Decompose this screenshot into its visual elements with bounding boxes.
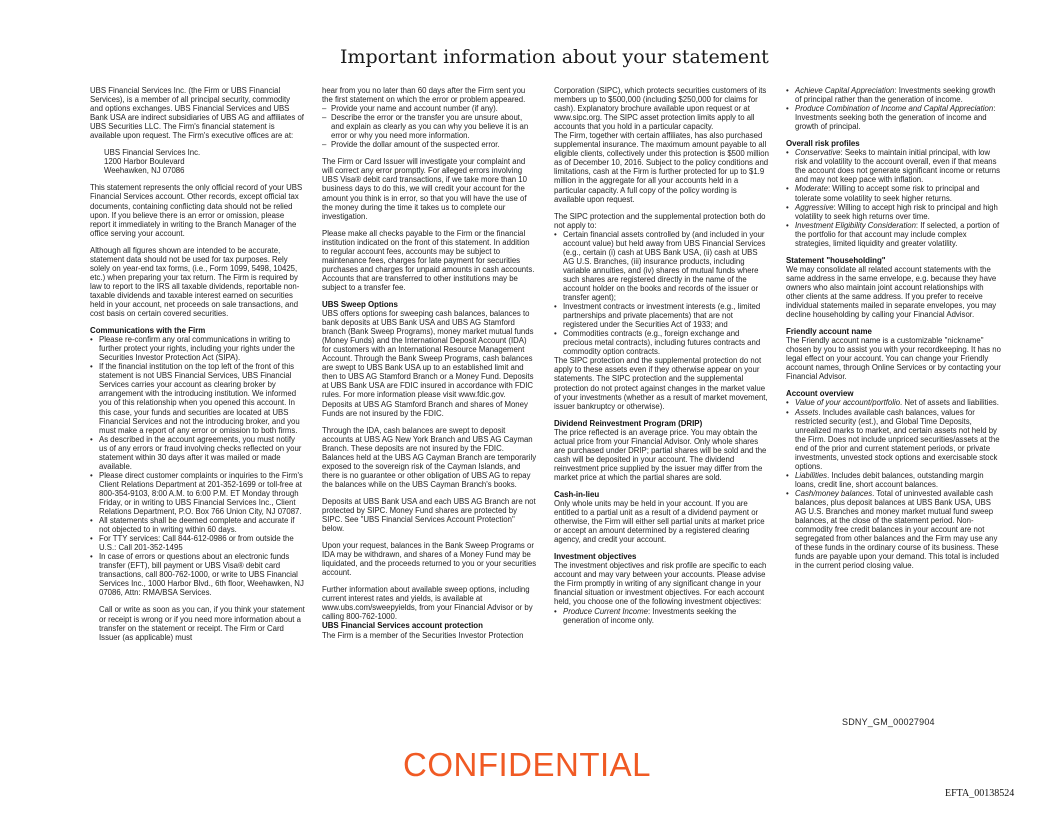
confidential-stamp: CONFIDENTIAL: [402, 746, 652, 783]
item-term: Liabilities: [795, 470, 828, 480]
list-item: [786, 104, 1001, 131]
sweep-paragraph: UBS offers options for sweeping cash balances, balances to bank deposits at UBS Bank USA and UBS AG Stamford branch (Bank Sweep Programs), money market mutual funds (Money Funds) and the International Deposit Account (IDA) for customers with an International Resource Management Account. Through the Bank Sweep Programs, cash balances are swept to UBS Bank USA up to an established limit and then to UBS AG Stamford Branch or a Money Fund. Deposits at UBS Bank USA are FDIC insured in accordance with FDIC rules. For more information please visit www.fdic.gov. Deposits at UBS AG Stamford Branch and shares of Money Funds are not insured by the FDIC.: [322, 309, 534, 418]
item-text: If the financial institution on the top left of the front of this statement is not UBS Financial Services, UBS Financial Services carries your account as clearing broker by arrangement with the introducing institution. We informed you of this relationship when you opened this account. In this case, your funds and securities are located at UBS Financial Services and not the introducing broker, and you must make a report of any error or omission to both firms.: [99, 362, 300, 435]
list-item: [786, 489, 1001, 570]
column-2: [322, 86, 537, 721]
list-item: • In case of errors or questions about an electronic funds transfer (EFT), bill payment or UBS Visa® debit card transactions, call 800-762-1000, or write to UBS Financial Services Inc., 1000 Harbor Blvd., 6th floor, Weehawken, NJ 07086, Attn: RMA/BSA Services.: [90, 552, 305, 597]
column-1: [90, 86, 305, 721]
list-item: • All statements shall be deemed complete and accurate if not objected to in writing within 60 days.: [90, 516, 305, 534]
item-term: Produce Combination of Income and Capital Appreciation: [795, 104, 994, 114]
item-term: Value of your account/portfolio: [795, 398, 901, 408]
list-item: [786, 184, 1001, 202]
address-line: UBS Financial Services Inc.: [104, 148, 201, 158]
friendly-name-paragraph: The Friendly account name is a customizable "nickname" chosen by you to assist you with your recordkeeping. It has no legal effect on your account. You can change your Friendly account names, through Online Services or by contacting your Financial Advisor.: [786, 336, 1001, 382]
item-term: Cash/money balances: [795, 488, 873, 498]
list-item: • For TTY services: Call 844-612-0986 or from outside the U.S.: Call 201-352-1495: [90, 534, 305, 552]
list-item: [786, 471, 1001, 489]
list-item: [786, 86, 1001, 104]
efta-number: EFTA_00138524: [945, 788, 1015, 799]
list-item: [786, 203, 1001, 221]
item-text: . Includes available cash balances, values for restricted security (est.), and Global Time Deposits, unrealized marks to market, and certain assets not held by the Firm. Does not include unpriced securities/assets at the end of the prior and current statement periods, or private investments, unvested stock options and exercisable stock options.: [795, 407, 1000, 471]
objectives-list: [554, 607, 769, 625]
section-heading-objectives: Investment objectives: [554, 552, 637, 562]
item-term: Investment Eligibility Consideration: [795, 220, 916, 230]
overview-list: [786, 398, 1001, 570]
section-heading-communications: Communications with the Firm: [90, 326, 206, 336]
intro-paragraph: UBS Financial Services Inc. (the Firm or UBS Financial Services), is a member of all principal security, commodity and options exchanges. UBS Financial Services and UBS Bank USA are indirect subsidiaries of UBS AG and affiliates of UBS Securities LLC. The Firm's financial statement is available upon request. The Firm's executive offices are at:: [90, 86, 304, 141]
item-text: : Willing to accept high risk to principal and high volatility to seek high returns over time.: [795, 202, 998, 221]
list-item: • Please re-confirm any oral communications in writing to further protect your rights, including your rights under the Securities Investor Protection Act (SIPA).: [90, 335, 305, 362]
checks-paragraph: Please make all checks payable to the Firm or the financial institution indicated on the front of this statement. In addition to regular account fees, accounts may be subject to maintenance fees, charges for late payment for securities purchases and charges for unpaid amounts in cash accounts. Accounts that are transferred to other institutions may be subject to a transfer fee.: [322, 228, 535, 292]
official-record-paragraph: This statement represents the only official record of your UBS Financial Services account. Other records, except official tax documents, containing conflicting data should not be relied upon. If you believe there is an error or omission, please report it immediately in writing to the Branch Manager of the office serving your account.: [90, 183, 303, 238]
list-item: • Commodities contracts (e.g., foreign exchange and precious metal contracts), including futures contracts and commodity option contracts.: [554, 329, 769, 356]
deposits-paragraph: Deposits at UBS Bank USA and each UBS AG Branch are not protected by SIPC. Money Fund shares are protected by SIPC. See "UBS Financial Services Account Protection" below.: [322, 496, 536, 534]
item-text: . Total of uninvested available cash balances, plus deposit balances at UBS Bank USA, UBS AG U.S. Branches and money market mutual fund sweep balances, at the close of the statement period. Non-commodity free credit balances in your account are not segregated from other balances and the Firm may use any of these funds in the ordinary course of its business. These funds are payable upon your demand. This total is included in the current period closing value.: [795, 488, 1000, 571]
cash-in-lieu-paragraph: Only whole units may be held in your account. If you are entitled to a partial unit as a result of a dividend payment or otherwise, the Firm will either sell partial units at market price or accept an amount determined by a registered clearing agency, and credit your account.: [554, 499, 765, 545]
supplemental-paragraph: The Firm, together with certain affiliates, has also purchased supplemental insurance. The maximum amount payable to all eligible clients, collectively under this protection is $500 million as of December 10, 2016. Subject to the policy conditions and limitations, cash at the Firm is further protected for up to $1.9 million in the aggregate for all your accounts held in a particular capacity. A full copy of the policy wording is available upon request.: [554, 131, 769, 204]
bates-number: SDNY_GM_00027904: [842, 717, 935, 727]
drip-paragraph: The price reflected is an average price. You may obtain the actual price from your Financial Advisor. Only whole shares are purchased under DRIP; partial shares will be sold and the cash will be deposited in your account. The dividend reinvestment price supplied by the issuer may differ from the market price at which the partial shares are sold.: [554, 427, 767, 482]
investigate-paragraph: The Firm or Card Issuer will investigate your complaint and will correct any error promptly. For alleged errors involving UBS Visa® debit card transactions, if we take more than 10 business days to do this, we will credit your account for the amount you think is in error, so that you will have the use of the money during the time it takes us to complete our investigation.: [322, 157, 527, 221]
list-item: • Certain financial assets controlled by (and included in your account value) but held away from UBS Financial Services (e.g., certain (i) cash at UBS Bank USA, (ii) cash at UBS AG U.S. Branches, (iii) insurance products, including variable annuities, and (iv) shares of mutual funds where such shares are registered directly in the name of the account holder on the books and records of the issuer or transfer agent);: [554, 230, 769, 302]
section-heading-overview: Account overview: [786, 389, 854, 399]
item-text: : Seeks to maintain initial principal, with low risk and volatility to the account overall, even if that means the account does not generate significant income or returns and may not keep pace with inflation.: [795, 148, 1001, 185]
list-item: [90, 362, 305, 434]
item-term: Conservative: [795, 148, 841, 158]
item-text: : Investments seeking growth of principal rather than the generation of income.: [795, 86, 996, 105]
list-item: • As described in the account agreements, you must notify us of any errors or fraud involving checks reflected on your statement within 30 days after it was mailed or made available.: [90, 435, 305, 471]
item-text: . Net of assets and liabilities.: [900, 398, 999, 408]
error-dash-list: [322, 104, 537, 149]
risk-profiles-list: [786, 148, 1001, 248]
communications-list: [90, 335, 305, 597]
item-text: : Willing to accept some risk to principal and tolerate some volatility to seek higher returns.: [795, 184, 980, 203]
hear-paragraph: hear from you no later than 60 days after the Firm sent you the first statement on which the error or problem appeared.: [322, 86, 526, 105]
call-paragraph: Call or write as soon as you can, if you think your statement or receipt is wrong or if you need more information about a transfer on the statement or receipt. The Firm or Card Issuer (as applicable) must: [99, 605, 305, 642]
list-item: [786, 398, 1001, 407]
list-item: [554, 607, 769, 625]
list-item: – Provide the dollar amount of the suspected error.: [322, 140, 537, 149]
protection-paragraph: The Firm is a member of the Securities Investor Protection: [322, 630, 524, 640]
list-item: [786, 408, 1001, 471]
ida-paragraph: Through the IDA, cash balances are swept to deposit accounts at UBS AG New York Branch and UBS AG Cayman Branch. These deposits are not insured by the FDIC. Balances held at the UBS AG Cayman Branch are temporarily exposed to the sovereign risk of the Cayman Islands, and there is no guarantee or other obligation of UBS AG to repay the balances while on the UBS Cayman Branch's books.: [322, 425, 537, 489]
item-text: : Investments seeking both the generation of income and growth of principal.: [795, 104, 996, 132]
objectives-list-continued: [786, 86, 1001, 131]
list-item: – Provide your name and account number (if any).: [322, 104, 537, 113]
item-text: : If selected, a portion of the portfolio for that account may include complex strategies, limited liquidity and greater volatility.: [795, 220, 1000, 248]
list-item: [786, 148, 1001, 184]
householding-paragraph: We may consolidate all related account statements with the same address in the same envelope, e.g. because they have owners who also maintain joint account relationships with other clients at the same address. If you prefer to receive individual statements mailed in separate envelopes, you may decline householding by calling your Financial Advisor.: [786, 264, 997, 320]
section-heading-drip: Dividend Reinvestment Program (DRIP): [554, 418, 703, 428]
item-term: Achieve Capital Appreciation: [795, 86, 895, 95]
address-line: Weehawken, NJ 07086: [104, 166, 185, 176]
section-heading-risk: Overall risk profiles: [786, 139, 860, 149]
section-heading-friendly-name: Friendly account name: [786, 327, 872, 337]
item-text: : Investments seeking the generation of income only.: [563, 606, 737, 625]
section-heading-protection: UBS Financial Services account protection: [322, 621, 483, 631]
tax-figures-paragraph: Although all figures shown are intended to be accurate, statement data should not be used for tax purposes. Rely solely on year-end tax forms, (i.e., Form 1099, 5498, 10425, etc.) when preparing your tax return. The Firm is required by law to report to the IRS all taxable dividends, reportable non-taxable dividends and taxable interest earned on securities held in your account, net proceeds on sale transactions, and cost basis on certain covered securities.: [90, 245, 300, 319]
column-4: [786, 86, 1001, 721]
sipc-exclusions-list: [554, 230, 769, 357]
section-heading-cash-in-lieu: Cash-in-lieu: [554, 489, 600, 499]
firm-address: [104, 148, 305, 175]
list-item: [786, 221, 1001, 248]
list-item: • Please direct customer complaints or inquiries to the Firm's Client Relations Department at 201-352-1699 or toll-free at 800-354-9103, 8:00 A.M. to 6:00 P.M. ET Monday through Friday, or in writing to UBS Financial Services Inc., Client Relations Department, P.O. Box 766 Union City, NJ 07087.: [90, 471, 305, 516]
sipc-paragraph: Corporation (SIPC), which protects securities customers of its members up to $500,000 (including $250,000 for claims for cash). Explanatory brochure available upon request or at www.sipc.org. The SIPC asset protection limits apply to all accounts that you hold in a particular capacity.: [554, 86, 767, 132]
item-term: Produce Current Income: [563, 606, 648, 616]
further-info-paragraph: Further information about available sweep options, including current interest rates and yields, is available at www.ubs.com/sweepyields, from your Financial Advisor or by calling 800-762-1000.: [322, 585, 533, 622]
list-item: • Investment contracts or investment interests (e.g., limited partnerships and private placements) that are not registered under the Securities Act of 1933; and: [554, 302, 769, 329]
sipc-not-apply-paragraph: The SIPC protection and the supplemental protection both do not apply to:: [554, 211, 766, 230]
column-3: [554, 86, 769, 721]
section-heading-sweep: UBS Sweep Options: [322, 299, 398, 309]
item-term: Moderate: [795, 184, 828, 194]
section-heading-householding: Statement "householding": [786, 255, 886, 265]
list-item: – Describe the error or the transfer you are unsure about, and explain as clearly as you can why you believe it is an error or why you need more information.: [322, 113, 537, 140]
item-term: Aggressive: [795, 202, 834, 212]
item-term: Assets: [795, 407, 819, 417]
address-line: 1200 Harbor Boulevard: [104, 157, 185, 167]
upon-request-paragraph: Upon your request, balances in the Bank Sweep Programs or IDA may be withdrawn, and shares of a Money Fund may be liquidated, and the proceeds returned to you or your securities account.: [322, 541, 537, 578]
sipc-after-paragraph: The SIPC protection and the supplemental protection do not apply to these assets even if they otherwise appear on your statements. The SIPC protection and the supplemental protection do not protect against changes in the market value of your investments (whether as a result of market movement, issuer bankruptcy or otherwise).: [554, 356, 768, 411]
item-text: . Includes debit balances, outstanding margin loans, credit line, short account balances.: [795, 470, 984, 489]
objectives-paragraph: The investment objectives and risk profile are specific to each account and may vary between your accounts. Please advise the Firm promptly in writing of any significant change in your financial situation or investment objectives. For each account held, you choose one of the following investment objectives:: [554, 561, 767, 607]
page-title: Important information about your statement: [340, 46, 769, 68]
